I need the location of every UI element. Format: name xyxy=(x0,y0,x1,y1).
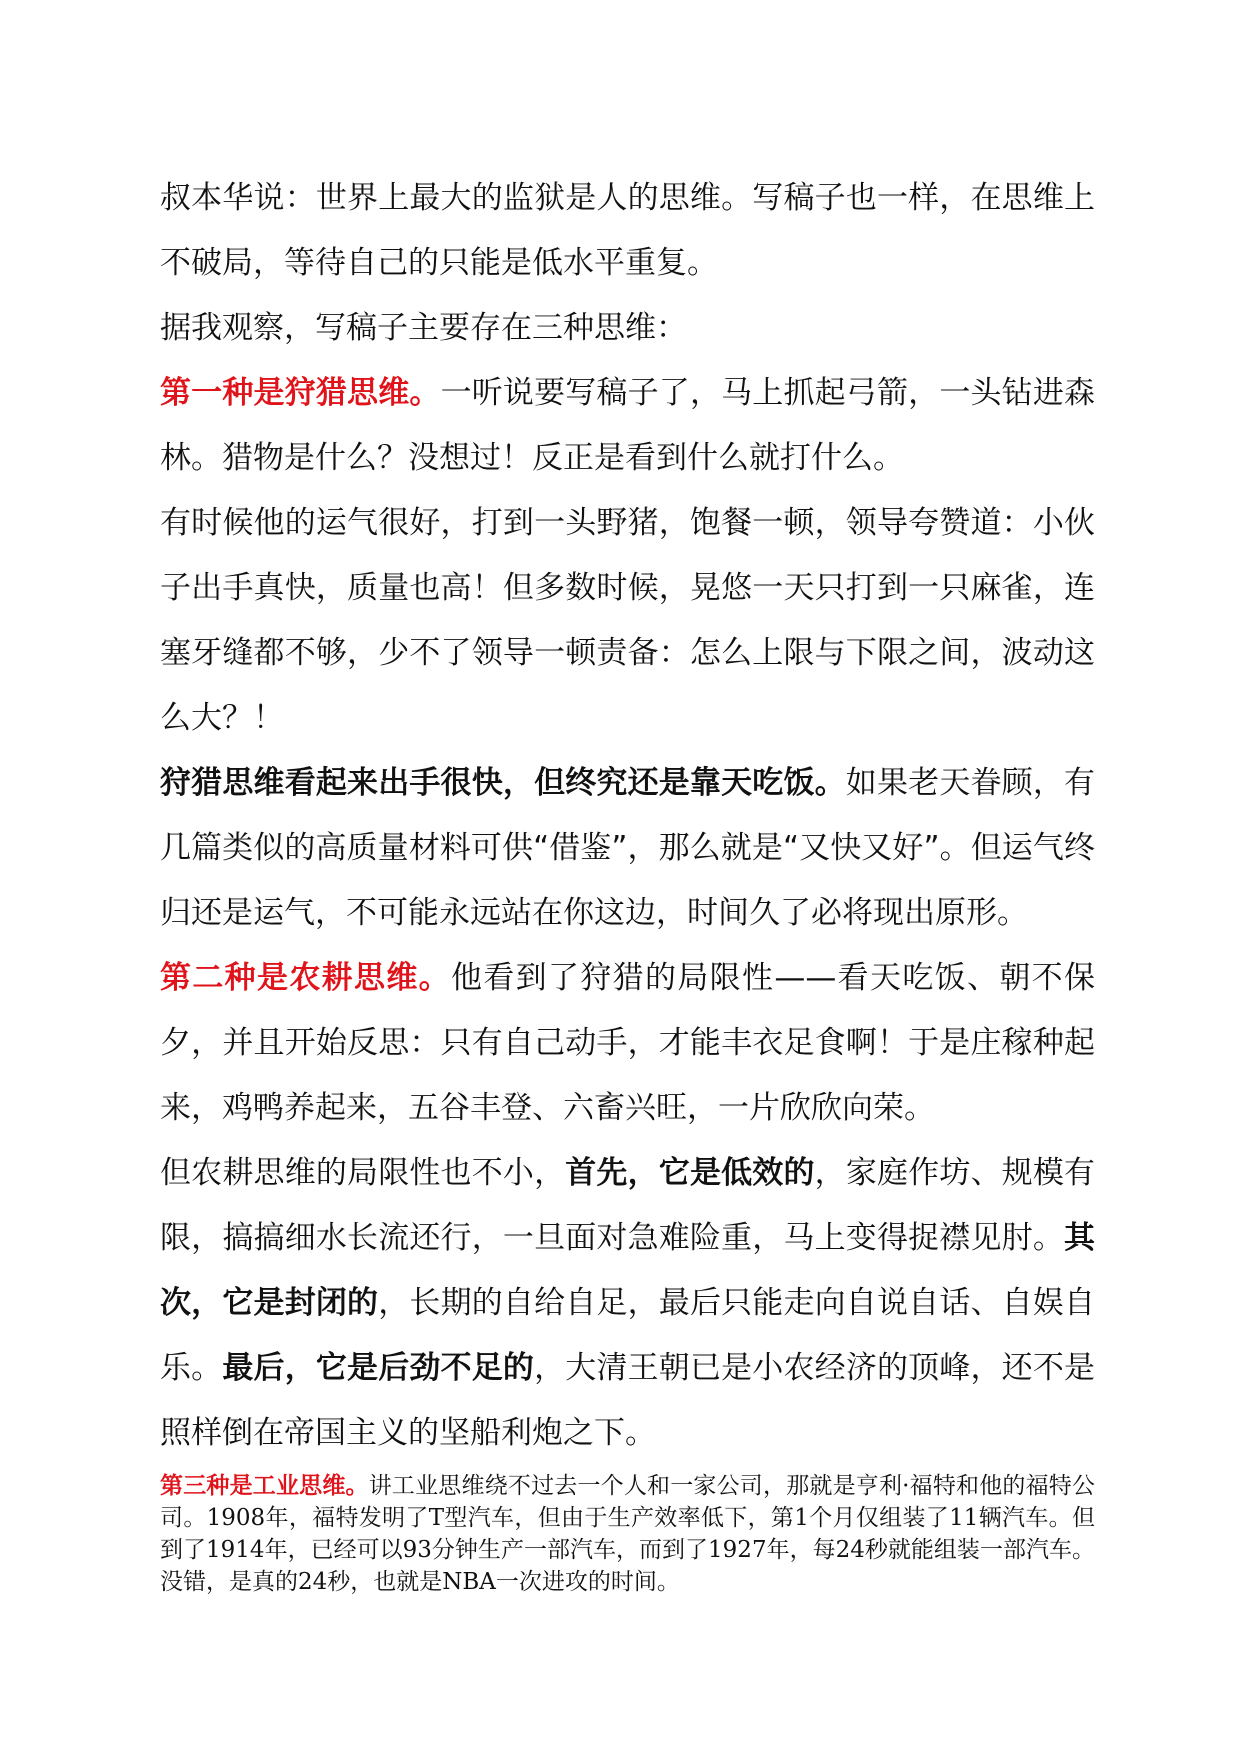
paragraph-farming-mindset xyxy=(160,946,1095,1141)
heading-farming-mindset: 第二种是农耕思维。 xyxy=(160,960,451,996)
paragraph-text: 叔本华说：世界上最大的监狱是人的思维。写稿子也一样，在思维上不破局，等待自己的只能是低水平重复。 xyxy=(160,180,1095,281)
paragraph-hunting-luck xyxy=(160,491,1095,751)
paragraph-text: ，家庭作坊、规模有限，搞搞细水长流还行，一旦面对急难险重，马上变得捉襟见肘。 xyxy=(160,1155,1096,1256)
bold-hunting-summary: 狩猎思维看起来出手很快，但终究还是靠天吃饭。 xyxy=(160,765,846,801)
paragraph-text: ，长期的自给自足，最后只能走向自说自话、自娱自乐。 xyxy=(160,1285,1096,1386)
bold-point-last: 最后，它是后劲不足的 xyxy=(222,1350,535,1386)
paragraph-three-mindsets-intro xyxy=(160,296,1095,361)
heading-hunting-mindset: 第一种是狩猎思维。 xyxy=(160,375,441,411)
paragraph-text: 据我观察，写稿子主要存在三种思维： xyxy=(160,310,687,346)
document-body xyxy=(160,166,1095,1598)
paragraph-text: 一听说要写稿子了，马上抓起弓箭，一头钻进森林。猎物是什么？没想过！反正是看到什么就打什么。 xyxy=(160,375,1096,476)
paragraph-text: 他看到了狩猎的局限性——看天吃饭、朝不保夕，并且开始反思：只有自己动手，才能丰衣足食啊！于是庄稼种起来，鸡鸭养起来，五谷丰登、六畜兴旺，一片欣欣向荣。 xyxy=(160,960,1095,1126)
paragraph-industrial-mindset xyxy=(160,1470,1095,1598)
paragraph-hunting-summary xyxy=(160,751,1095,946)
paragraph-text: ，大清王朝已是小农经济的顶峰，还不是照样倒在帝国主义的坚船利炮之下。 xyxy=(160,1350,1096,1451)
paragraph-text: 如果老天眷顾，有几篇类似的高质量材料可供“借鉴”，那么就是“又快又好”。但运气终归还是运气，不可能永远站在你这边，时间久了必将现出原形。 xyxy=(160,765,1096,931)
paragraph-text: 讲工业思维绕不过去一个人和一家公司，那就是亨利·福特和他的福特公司。1908年，福特发明了T型汽车，但由于生产效率低下，第1个月仅组装了11辆汽车。但到了1914年，已经可以93分钟生产一部汽车，而到了1927年，每24秒就能组装一部汽车。没错，是真的24秒，也就是NBA一次进攻的时间。 xyxy=(160,1473,1096,1595)
heading-industrial-mindset: 第三种是工业思维。 xyxy=(160,1473,369,1499)
paragraph-hunting-mindset xyxy=(160,361,1095,491)
paragraph-text: 但农耕思维的局限性也不小， xyxy=(160,1155,566,1191)
paragraph-text: 有时候他的运气很好，打到一头野猪，饱餐一顿，领导夸赞道：小伙子出手真快，质量也高！但多数时候，晃悠一天只打到一只麻雀，连塞牙缝都不够，少不了领导一顿责备：怎么上限与下限之间，波动这么大？！ xyxy=(160,505,1095,736)
bold-point-second: 其次，它是封闭的 xyxy=(160,1220,1095,1321)
paragraph-schopenhauer-quote xyxy=(160,166,1095,296)
bold-point-first: 首先，它是低效的 xyxy=(565,1155,815,1191)
paragraph-farming-limits xyxy=(160,1141,1095,1466)
